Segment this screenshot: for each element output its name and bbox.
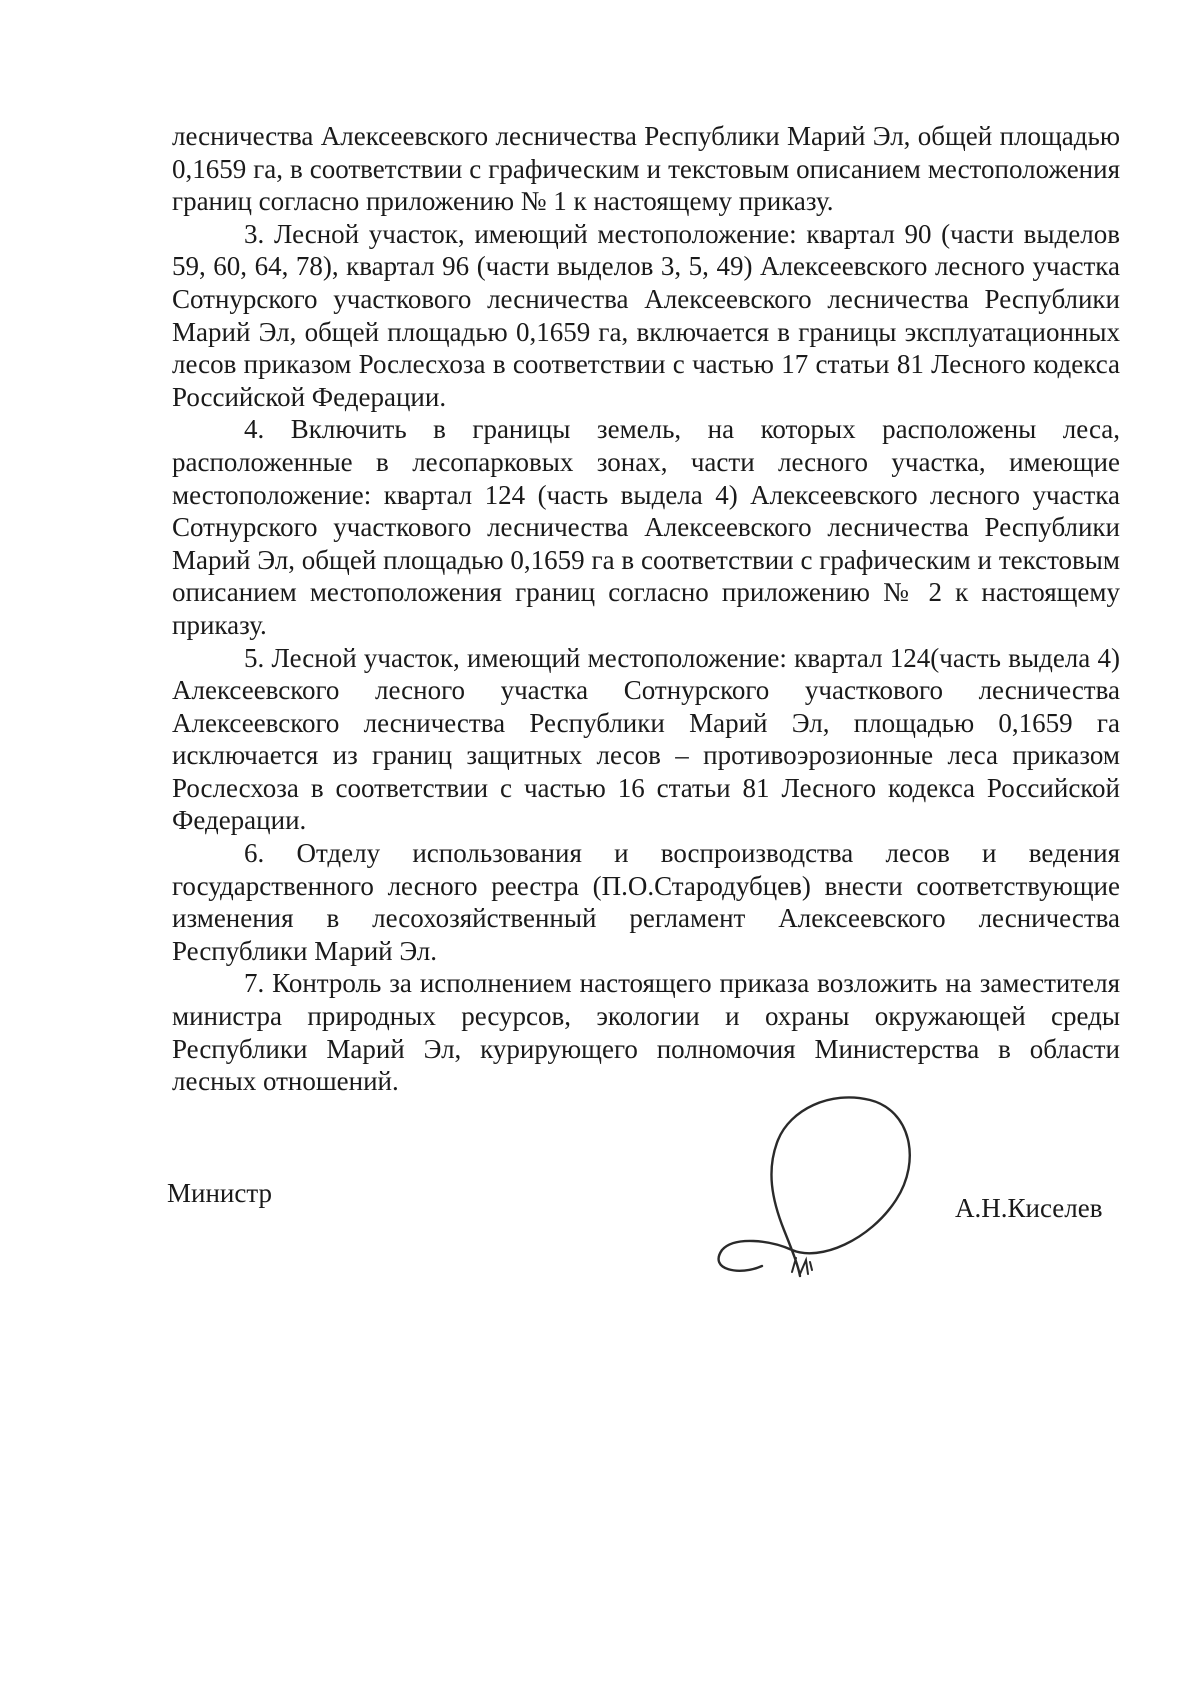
handwritten-signature (700, 1090, 930, 1290)
paragraph-continuation: лесничества Алексеевского лесничества Республики Марий Эл, общей площадью 0,1659 га, в соответствии с графическим и текстовым описанием местоположения границ согласно приложению № 1 к настоящему приказу. (172, 121, 1120, 217)
document-body (172, 120, 1120, 1098)
paragraph-item-7: 7. Контроль за исполнением настоящего приказа возложить на заместителя министра природных ресурсов, экологии и охраны окружающей среды Республики Марий Эл, курирующего полномочия Министерства в области лесных отношений. (172, 968, 1120, 1097)
paragraph-item-6: 6. Отделу использования и воспроизводства лесов и ведения государственного лесного реестра (П.О.Стародубцев) внести соответствующие изменения в лесохозяйственный регламент Алексеевского лесничества Республики Марий Эл. (172, 838, 1120, 966)
paragraph-item-4: 4. Включить в границы земель, на которых расположены леса, расположенные в лесопарковых зонах, части лесного участка, имеющие местоположение: квартал 124 (часть выдела 4) Алексеевского лесного участка Сотнурского участкового лесничества Алексеевского лесничества Республики Марий Эл, общей площадью 0,1659 га в соответствии с графическим и текстовым описанием местоположения границ согласно приложению № 2 к настоящему приказу. (172, 414, 1120, 640)
signatory-name: А.Н.Киселев (955, 1193, 1103, 1223)
paragraph-item-5: 5. Лесной участок, имеющий местоположение: квартал 124(часть выдела 4) Алексеевского лесного участка Сотнурского участкового лесничества Алексеевского лесничества Республики Марий Эл, площадью 0,1659 га исключается из границ защитных лесов – противоэрозионные леса приказом Рослесхоза в соответствии с частью 16 статьи 81 Лесного кодекса Российской Федерации. (172, 642, 1120, 836)
paragraph-item-3: 3. Лесной участок, имеющий местоположение: квартал 90 (части выделов 59, 60, 64, 78), квартал 96 (части выделов 3, 5, 49) Алексеевского лесного участка Сотнурского участкового лесничества Алексеевского лесничества Республики Марий Эл, общей площадью 0,1659 га, включается в границы эксплуатационных лесов приказом Рослесхоза в соответствии с частью 17 статьи 81 Лесного кодекса Российской Федерации. (172, 218, 1120, 412)
signatory-title: Министр (167, 1178, 272, 1208)
